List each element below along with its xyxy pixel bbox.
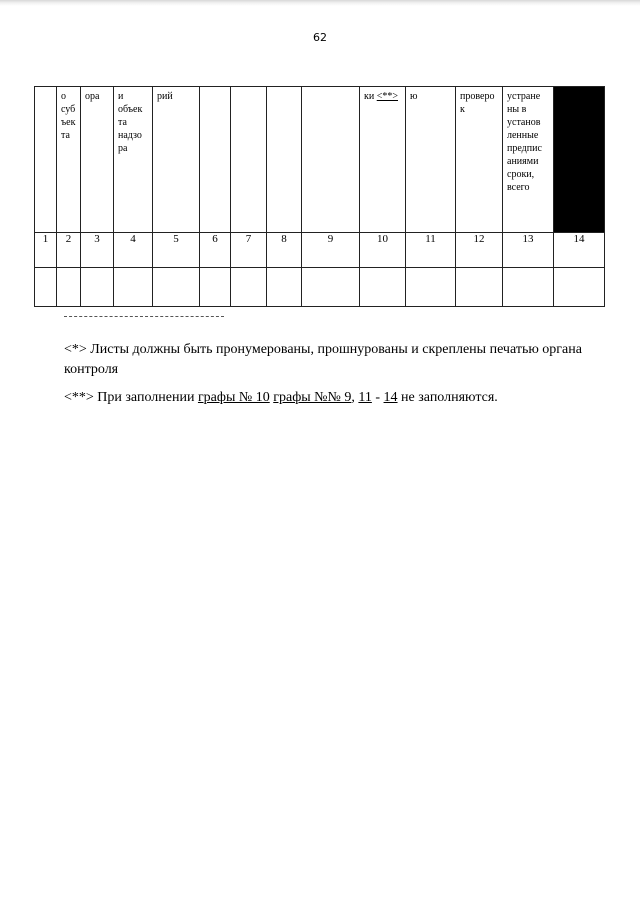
table-cell [231,268,267,307]
column-number: 5 [153,233,200,268]
table-header-row [35,87,605,233]
header-cell-7 [231,87,267,233]
header-cell-1 [35,87,57,233]
table-cell [554,268,605,307]
link-column-11[interactable]: 11 [358,390,372,405]
table-cell [456,268,503,307]
column-number: 3 [81,233,114,268]
table-cell [153,268,200,307]
table-cell [302,268,360,307]
header-cell-13: устране ны в установ ленные предпис аниями сроки, всего [503,87,554,233]
column-number: 6 [200,233,231,268]
header-cell-5: рий [153,87,200,233]
table-cell [406,268,456,307]
column-number-row [35,233,605,268]
header-cell-12: проверо к [456,87,503,233]
column-number: 7 [231,233,267,268]
header-cell-10-text: ки [364,91,377,102]
header-cell-4: и объек та надзо ра [114,87,153,233]
header-cell-11: ю [406,87,456,233]
table-row-empty [35,268,605,307]
scan-top-edge [0,0,640,6]
column-number: 14 [554,233,605,268]
header-cell-2: о суб ъек та [57,87,81,233]
table-cell [35,268,57,307]
header-cell-10 [360,87,406,233]
column-number: 10 [360,233,406,268]
header-cell-6 [200,87,231,233]
table-cell [267,268,302,307]
header-cell-9 [302,87,360,233]
link-column-10[interactable]: графы № 10 [197,390,270,405]
column-number: 9 [302,233,360,268]
column-number: 13 [503,233,554,268]
footnote-2: <**> При заполнении графы № 10 графы №№ 9, 11 - 14 не заполняются. [64,390,498,405]
header-cell-3: ора [81,87,114,233]
table-cell [81,268,114,307]
column-number: 4 [114,233,153,268]
table-cell [200,268,231,307]
page-number: 62 [313,31,327,44]
header-cell-14-redacted [554,87,605,233]
column-number: 12 [456,233,503,268]
table-cell [57,268,81,307]
footnote-1: <*> Листы должны быть пронумерованы, прошнурованы и скреплены печатью органа контроля [64,342,582,377]
header-cell-8 [267,87,302,233]
column-number: 11 [406,233,456,268]
footnote-separator [64,316,224,317]
report-table [34,86,605,307]
link-column-14[interactable]: 14 [383,390,398,405]
column-number: 2 [57,233,81,268]
link-column-9[interactable]: графы №№ 9 [273,390,352,405]
table-cell [503,268,554,307]
table-cell [360,268,406,307]
table-cell [114,268,153,307]
column-number: 8 [267,233,302,268]
column-number: 1 [35,233,57,268]
footnote-ref-link[interactable]: <**> [376,91,398,102]
